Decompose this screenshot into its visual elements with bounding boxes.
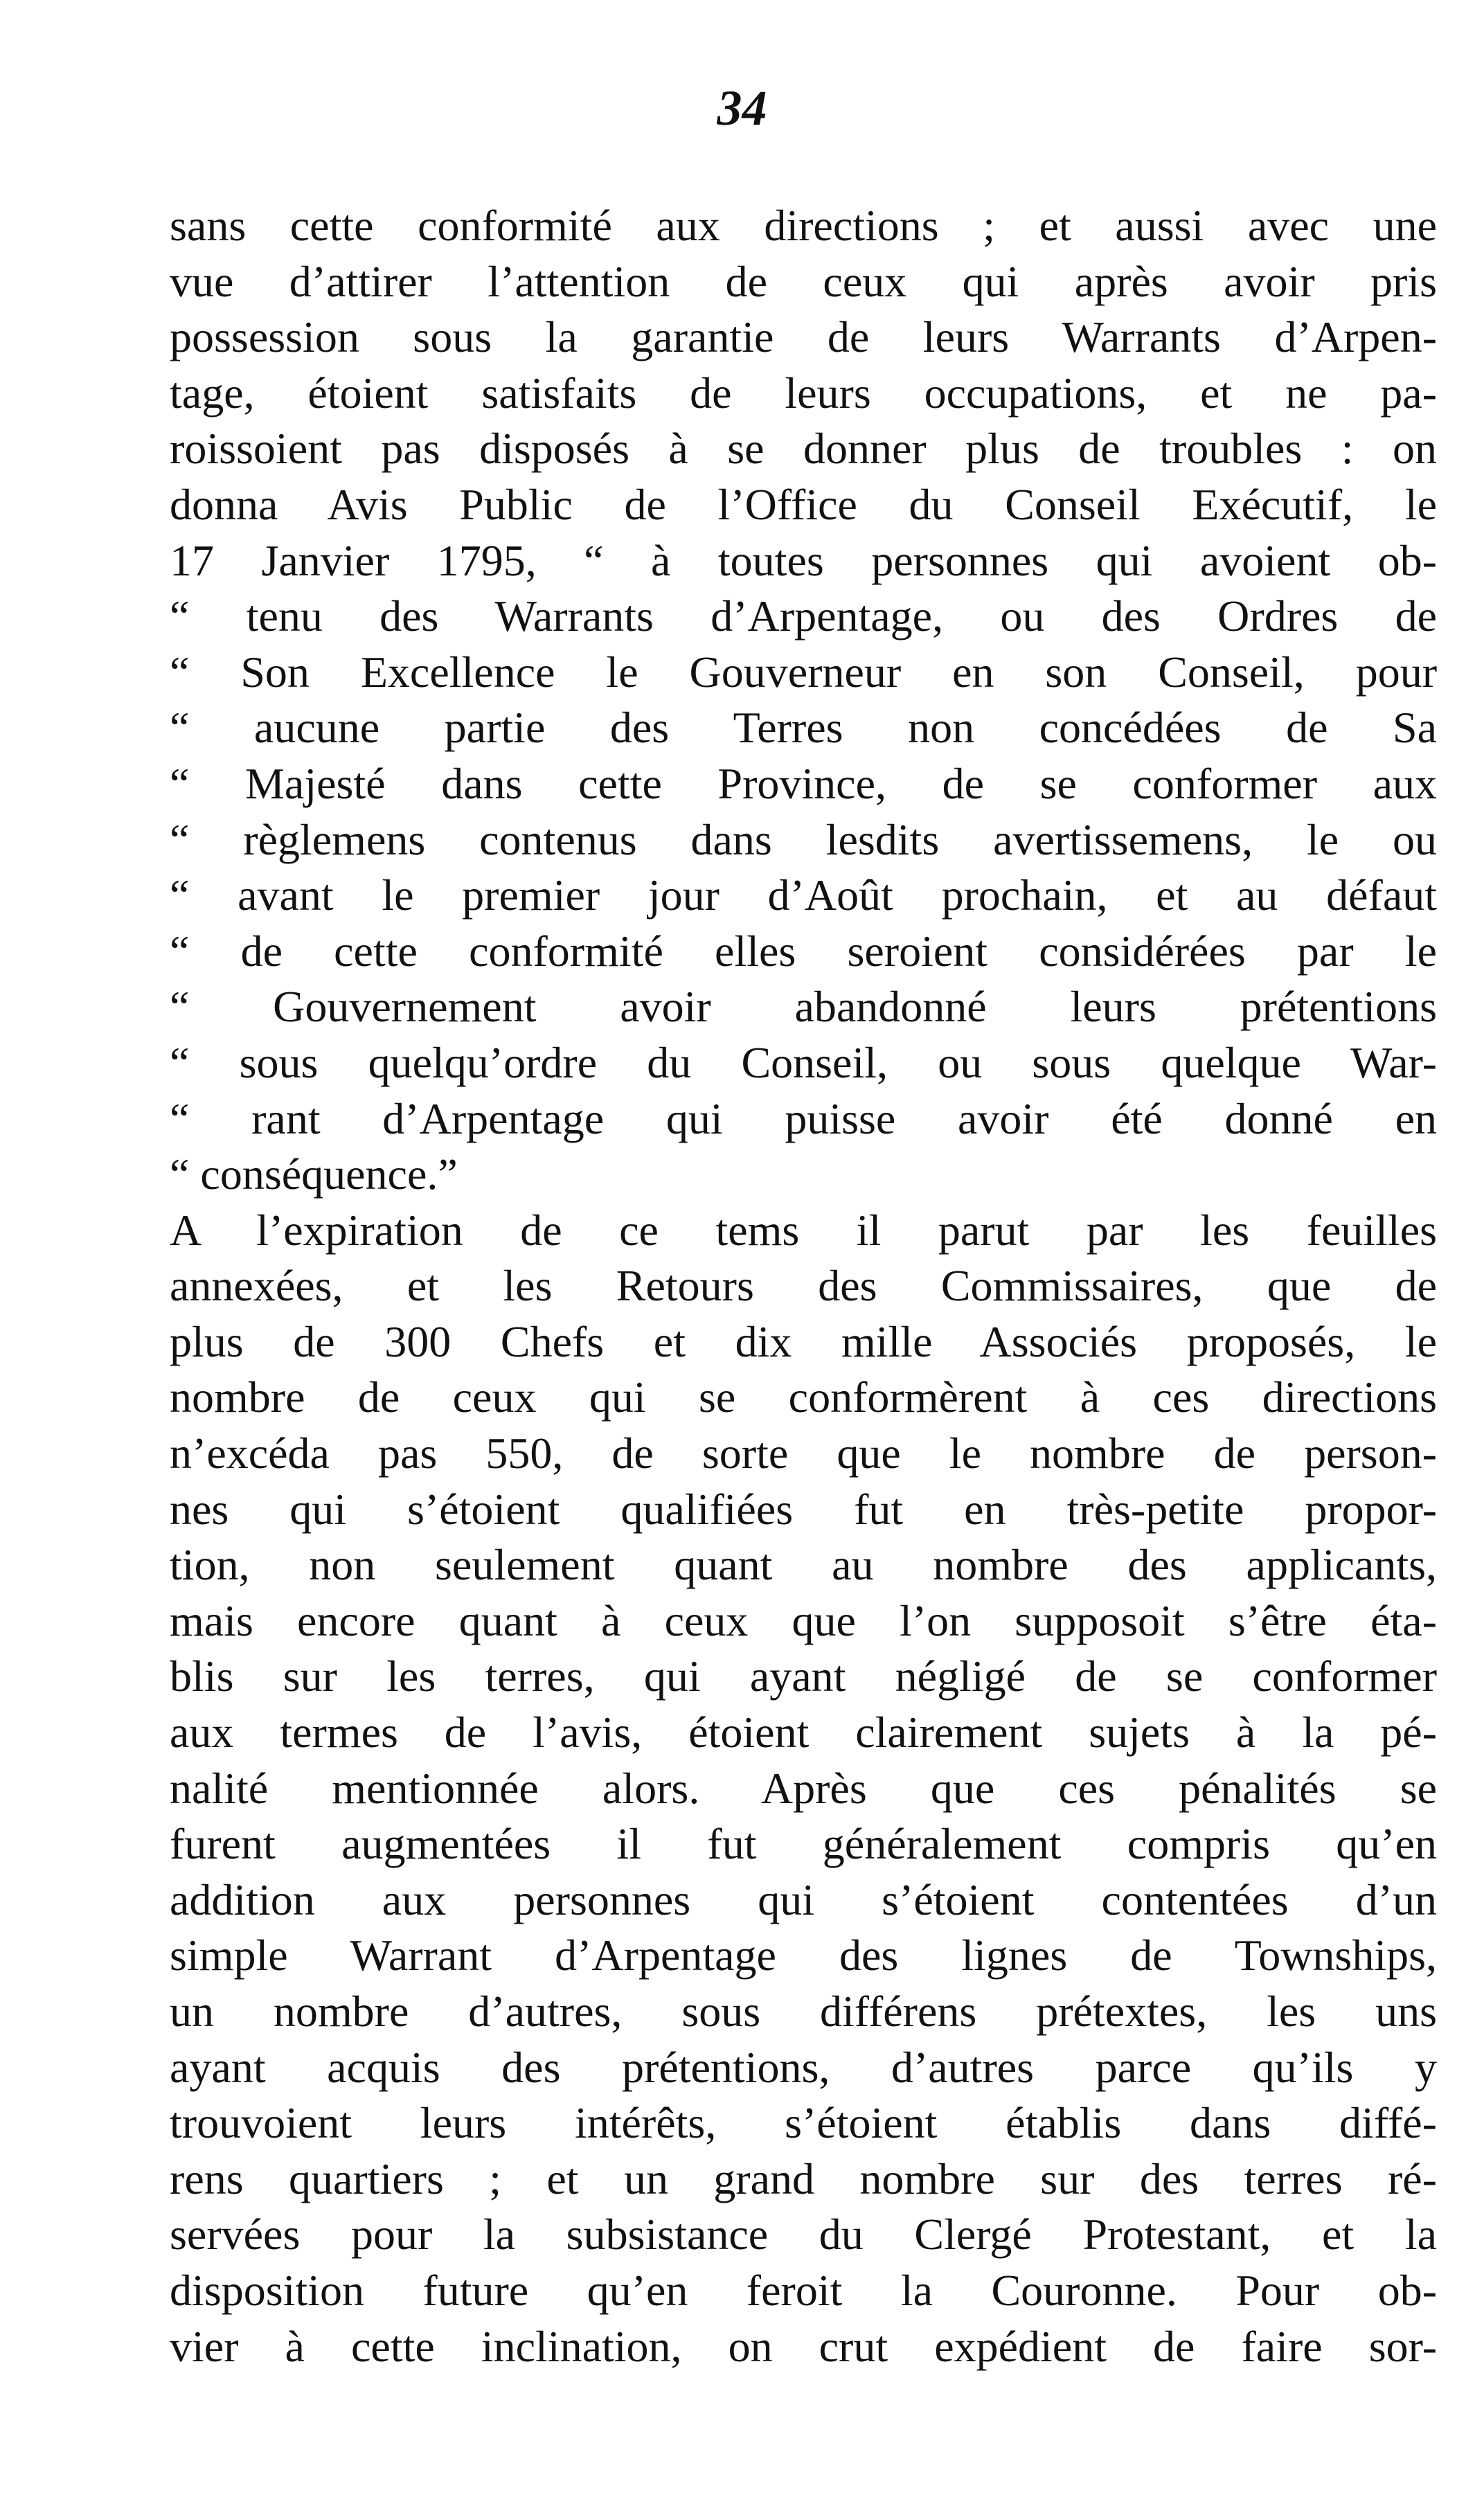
page-number: 34 [717,80,767,136]
text-line: nombre de ceux qui se conformèrent à ces directions [170,1372,1437,1422]
text-line: “ Son Excellence le Gouverneur en son Conseil, pour [170,647,1437,697]
text-line: n’excéda pas 550, de sorte que le nombre de person- [170,1429,1437,1478]
text-line: “ de cette conformité elles seroient considérées par le [170,926,1437,976]
text-line: “ Gouvernement avoir abandonné leurs prétentions [170,982,1437,1032]
text-line: nalité mentionnée alors. Après que ces pénalités se [170,1763,1437,1813]
text-line: “ conséquence.” [170,1149,458,1199]
text-line: trouvoient leurs intérêts, s’étoient établis dans diffé- [170,2098,1437,2148]
text-line: blis sur les terres, qui ayant négligé de se conformer [170,1652,1437,1701]
text-line: sans cette conformité aux directions ; et aussi avec une [170,201,1437,250]
text-line: 17 Janvier 1795, “ à toutes personnes qui avoient ob- [170,535,1437,585]
text-line: nes qui s’étoient qualifiées fut en très-petite propor- [170,1484,1437,1534]
text-line: addition aux personnes qui s’étoient contentées d’un [170,1874,1437,1924]
text-line: vue d’attirer l’attention de ceux qui après avoir pris [170,256,1437,306]
text-line: simple Warrant d’Arpentage des lignes de Townships, [170,1931,1437,1980]
text-line: A l’expiration de ce tems il parut par les feuilles [170,1205,1437,1255]
text-line: un nombre d’autres, sous différens prétextes, les uns [170,1987,1437,2036]
text-line: “ règlemens contenus dans lesdits avertissemens, le ou [170,814,1437,864]
text-line: rens quartiers ; et un grand nombre sur des terres ré- [170,2154,1437,2203]
text-line: annexées, et les Retours des Commissaires, que de [170,1261,1437,1311]
text-line: plus de 300 Chefs et dix mille Associés proposés, le [170,1316,1437,1366]
text-line: roissoient pas disposés à se donner plus de troubles : on [170,424,1437,474]
text-line: “ aucune partie des Terres non concédées de Sa [170,703,1437,753]
text-line: furent augmentées il fut généralement compris qu’en [170,1819,1437,1869]
body-text [170,198,1437,2374]
text-line: possession sous la garantie de leurs Warrants d’Arpen- [170,312,1437,362]
text-line: servées pour la subsistance du Clergé Protestant, et la [170,2210,1437,2259]
text-line: “ Majesté dans cette Province, de se conformer aux [170,758,1437,808]
text-line: vier à cette inclination, on crut expédient de faire sor- [170,2321,1437,2371]
text-line: “ avant le premier jour d’Août prochain, et au défaut [170,870,1437,920]
text-line: ayant acquis des prétentions, d’autres parce qu’ils y [170,2042,1437,2092]
text-line: “ sous quelqu’ordre du Conseil, ou sous quelque War- [170,1037,1437,1087]
text-line: tion, non seulement quant au nombre des applicants, [170,1540,1437,1590]
text-line: “ rant d’Arpentage qui puisse avoir été donné en [170,1093,1437,1143]
text-line: disposition future qu’en feroit la Couronne. Pour ob- [170,2265,1437,2315]
text-line: “ tenu des Warrants d’Arpentage, ou des Ordres de [170,591,1437,641]
text-line: aux termes de l’avis, étoient clairement sujets à la pé- [170,1708,1437,1757]
text-line: donna Avis Public de l’Office du Conseil Exécutif, le [170,479,1437,529]
text-line: tage, étoient satisfaits de leurs occupations, et ne pa- [170,368,1437,418]
text-line: mais encore quant à ceux que l’on supposoit s’être éta- [170,1595,1437,1645]
